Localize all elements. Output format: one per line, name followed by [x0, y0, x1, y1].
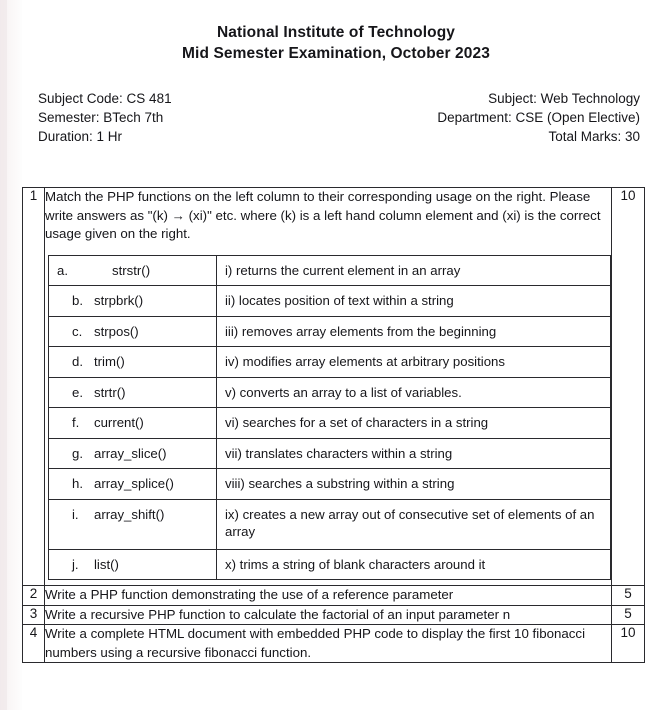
- page-header: [0, 0, 672, 64]
- exam-metadata: [0, 89, 672, 151]
- match-key: g.: [72, 445, 83, 461]
- question-number: 1: [23, 188, 45, 586]
- questions-table: [22, 187, 645, 663]
- match-usage-cell: vii) translates characters within a string: [217, 438, 611, 469]
- table-row: [49, 438, 611, 469]
- match-usage-cell: i) returns the current element in an array: [217, 255, 611, 286]
- match-left-cell: [49, 286, 217, 317]
- match-key: f.: [72, 415, 80, 430]
- question-body: [45, 586, 612, 606]
- match-left-cell: [49, 438, 217, 469]
- question-text: Match the PHP functions on the left column to their corresponding usage on the right. Please write answers as "(k) → (xi)" etc. where (k) is a left hand column element and (xi) is the correct usage given on the right.: [45, 189, 601, 241]
- semester: Semester: BTech 7th: [38, 110, 164, 125]
- match-key: c.: [72, 323, 83, 339]
- question-body: [45, 188, 612, 586]
- match-function: array_shift(): [94, 506, 165, 522]
- match-usage-cell: vi) searches for a set of characters in a string: [217, 408, 611, 439]
- exam-title: Mid Semester Examination, October 2023: [182, 45, 490, 62]
- metadata-left-block: [38, 89, 172, 146]
- match-key: b.: [72, 293, 83, 308]
- question-body: [45, 605, 612, 625]
- match-function: trim(): [94, 354, 125, 369]
- institute-name: National Institute of Technology: [217, 24, 455, 41]
- match-usage-cell: v) converts an array to a list of variables.: [217, 377, 611, 408]
- match-usage-cell: viii) searches a substring within a string: [217, 469, 611, 500]
- subject-code: Subject Code: CS 481: [38, 91, 172, 106]
- match-function: list(): [94, 556, 119, 572]
- question-marks: 10: [612, 625, 645, 663]
- match-left-cell: [49, 499, 217, 549]
- match-function: array_splice(): [94, 476, 174, 491]
- question-text: Write a PHP function demonstrating the use of a reference parameter: [45, 587, 454, 602]
- match-function: current(): [94, 415, 144, 430]
- match-usage-cell: ii) locates position of text within a string: [217, 286, 611, 317]
- table-row: [49, 347, 611, 378]
- match-left-cell: [49, 347, 217, 378]
- match-usage-cell: iv) modifies array elements at arbitrary positions: [217, 347, 611, 378]
- question-row-1: [23, 188, 645, 586]
- question-row-4: [23, 625, 645, 663]
- table-row: [49, 549, 611, 580]
- question-number: 3: [23, 605, 45, 625]
- match-usage-cell: ix) creates a new array out of consecutive set of elements of an array: [217, 499, 611, 549]
- match-usage-cell: iii) removes array elements from the beginning: [217, 316, 611, 347]
- question-text: Write a complete HTML document with embedded PHP code to display the first 10 fibonacci numbers using a recursive fibonacci function.: [45, 626, 586, 660]
- match-usage-cell: x) trims a string of blank characters around it: [217, 549, 611, 580]
- match-left-cell: [49, 377, 217, 408]
- match-function: strpos(): [94, 323, 139, 339]
- match-key: e.: [72, 384, 83, 400]
- table-row: [49, 316, 611, 347]
- match-key: d.: [72, 354, 83, 369]
- match-key: h.: [72, 476, 83, 491]
- match-function: strstr(): [112, 262, 151, 278]
- table-row: [49, 499, 611, 549]
- table-row: [49, 255, 611, 286]
- match-function: array_slice(): [94, 445, 167, 461]
- table-row: [49, 408, 611, 439]
- subject: Subject: Web Technology: [488, 91, 640, 106]
- question-marks: 10: [612, 188, 645, 586]
- match-key: a.: [57, 262, 68, 278]
- question-number: 4: [23, 625, 45, 663]
- match-left-cell: [49, 255, 217, 286]
- table-row: [49, 286, 611, 317]
- question-marks: 5: [612, 605, 645, 625]
- question-row-3: [23, 605, 645, 625]
- table-row: [49, 469, 611, 500]
- match-function: strtr(): [94, 384, 126, 400]
- table-row: [49, 377, 611, 408]
- match-left-cell: [49, 549, 217, 580]
- matching-table: [48, 255, 611, 581]
- match-key: i.: [72, 506, 79, 522]
- question-number: 2: [23, 586, 45, 606]
- department: Department: CSE (Open Elective): [437, 110, 640, 125]
- match-key: j.: [72, 556, 79, 572]
- question-body: [45, 625, 612, 663]
- match-left-cell: [49, 469, 217, 500]
- match-function: strpbrk(): [94, 293, 144, 308]
- total-marks: Total Marks: 30: [548, 129, 640, 144]
- question-text: Write a recursive PHP function to calculate the factorial of an input parameter n: [45, 606, 511, 622]
- question-row-2: [23, 586, 645, 606]
- match-left-cell: [49, 408, 217, 439]
- match-left-cell: [49, 316, 217, 347]
- duration: Duration: 1 Hr: [38, 129, 123, 144]
- question-marks: 5: [612, 586, 645, 606]
- metadata-right-block: [437, 89, 640, 146]
